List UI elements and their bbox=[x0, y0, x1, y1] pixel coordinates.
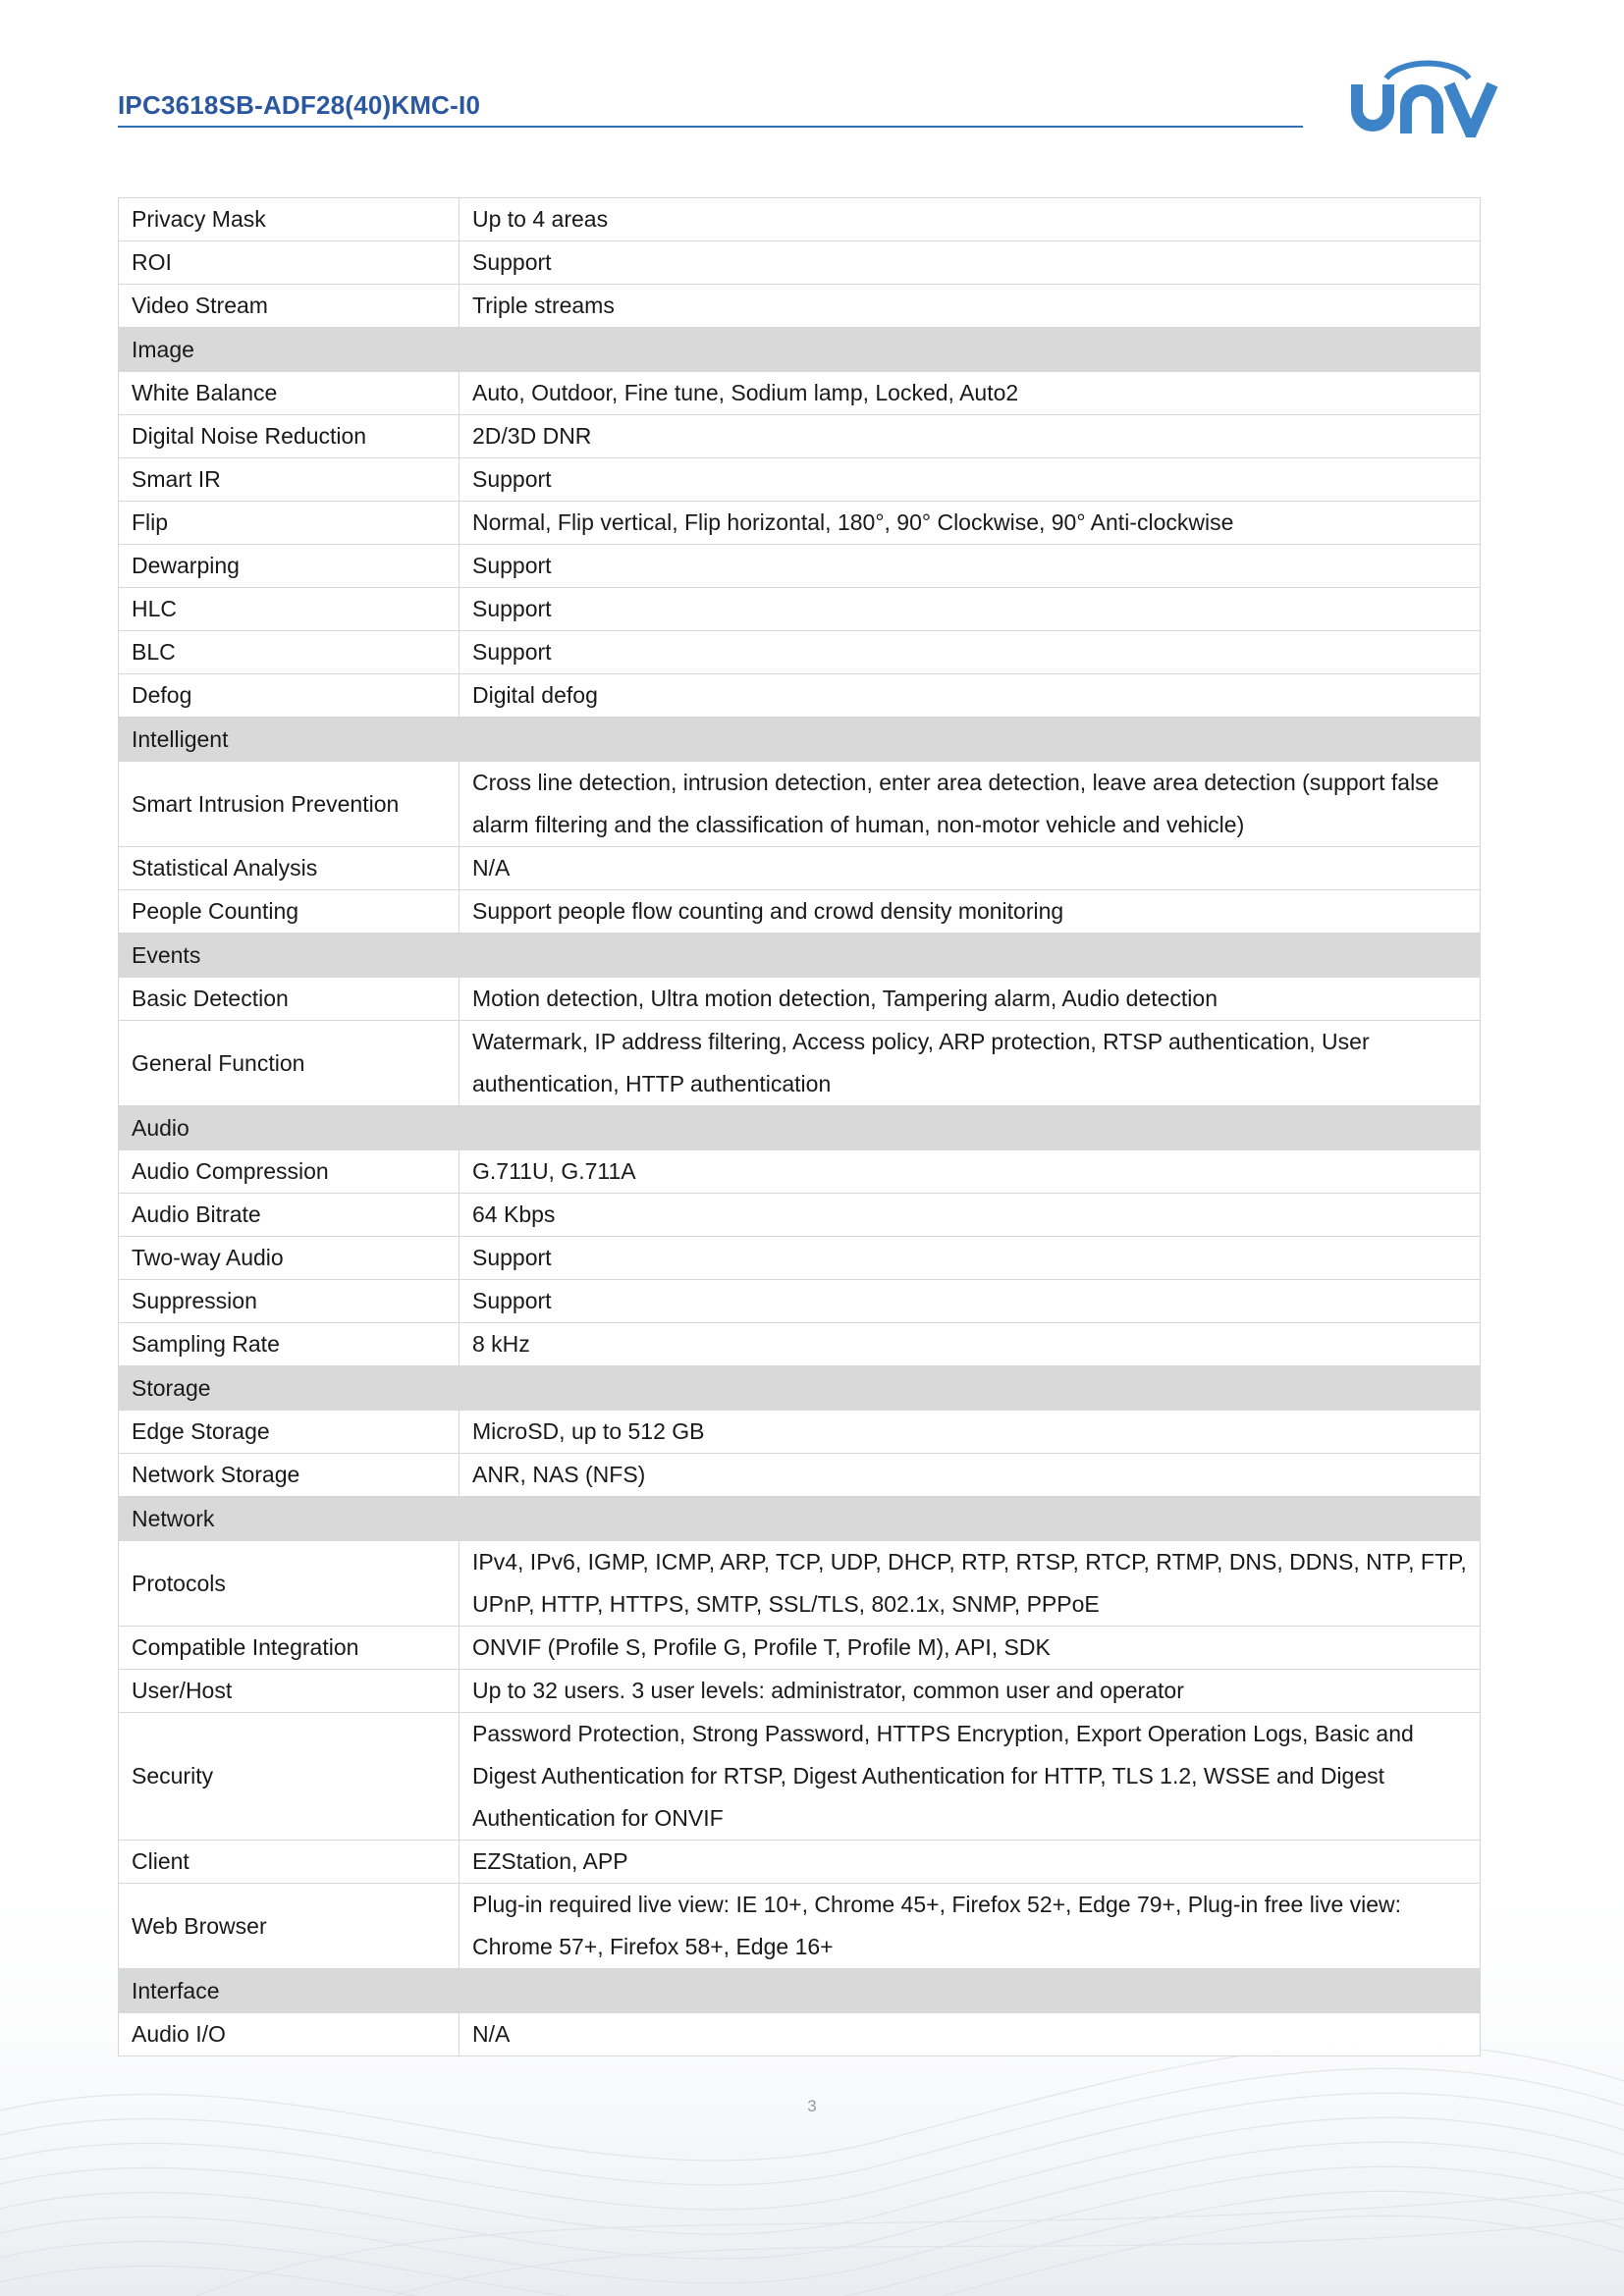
spec-label: People Counting bbox=[119, 890, 460, 934]
spec-row bbox=[119, 1280, 1481, 1323]
spec-value: 2D/3D DNR bbox=[460, 415, 1481, 458]
spec-label: BLC bbox=[119, 631, 460, 674]
section-header-row bbox=[119, 1497, 1481, 1541]
spec-label: Smart Intrusion Prevention bbox=[119, 762, 460, 847]
spec-row bbox=[119, 458, 1481, 502]
spec-value: Support bbox=[460, 545, 1481, 588]
section-title: Interface bbox=[119, 1969, 1481, 2013]
spec-label: Privacy Mask bbox=[119, 198, 460, 241]
spec-value: Watermark, IP address filtering, Access policy, ARP protection, RTSP authentication, User authentication, HTTP authentication bbox=[460, 1021, 1481, 1106]
spec-row bbox=[119, 545, 1481, 588]
spec-row bbox=[119, 978, 1481, 1021]
spec-label: Smart IR bbox=[119, 458, 460, 502]
section-title: Network bbox=[119, 1497, 1481, 1541]
spec-value: IPv4, IPv6, IGMP, ICMP, ARP, TCP, UDP, DHCP, RTP, RTSP, RTCP, RTMP, DNS, DDNS, NTP, FTP, UPnP, HTTP, HTTPS, SMTP, SSL/TLS, 802.1x, SNMP, PPPoE bbox=[460, 1541, 1481, 1627]
spec-value: ONVIF (Profile S, Profile G, Profile T, Profile M), API, SDK bbox=[460, 1627, 1481, 1670]
section-title: Intelligent bbox=[119, 718, 1481, 762]
spec-row bbox=[119, 1021, 1481, 1106]
spec-value: EZStation, APP bbox=[460, 1841, 1481, 1884]
spec-label: Client bbox=[119, 1841, 460, 1884]
spec-value: ANR, NAS (NFS) bbox=[460, 1454, 1481, 1497]
spec-row bbox=[119, 2013, 1481, 2056]
spec-label: Two-way Audio bbox=[119, 1237, 460, 1280]
unv-logo bbox=[1347, 55, 1504, 137]
spec-value: 8 kHz bbox=[460, 1323, 1481, 1366]
spec-row bbox=[119, 631, 1481, 674]
spec-value: Cross line detection, intrusion detection, enter area detection, leave area detection (support false alarm filtering and the classification of human, non-motor vehicle and vehicle) bbox=[460, 762, 1481, 847]
spec-row bbox=[119, 198, 1481, 241]
spec-value: 64 Kbps bbox=[460, 1194, 1481, 1237]
spec-row bbox=[119, 1323, 1481, 1366]
section-header-row bbox=[119, 934, 1481, 978]
section-title: Audio bbox=[119, 1106, 1481, 1150]
spec-value: Support bbox=[460, 241, 1481, 285]
section-header-row bbox=[119, 1969, 1481, 2013]
section-header-row bbox=[119, 328, 1481, 372]
spec-label: Audio I/O bbox=[119, 2013, 460, 2056]
spec-row bbox=[119, 890, 1481, 934]
spec-row bbox=[119, 1194, 1481, 1237]
spec-value: Support bbox=[460, 631, 1481, 674]
spec-row bbox=[119, 415, 1481, 458]
spec-value: Support bbox=[460, 1237, 1481, 1280]
spec-label: Network Storage bbox=[119, 1454, 460, 1497]
spec-table bbox=[118, 197, 1481, 2056]
spec-label: HLC bbox=[119, 588, 460, 631]
spec-label: Defog bbox=[119, 674, 460, 718]
page-number: 3 bbox=[807, 2097, 817, 2115]
spec-label: User/Host bbox=[119, 1670, 460, 1713]
spec-row bbox=[119, 372, 1481, 415]
section-header-row bbox=[119, 718, 1481, 762]
spec-row bbox=[119, 1627, 1481, 1670]
spec-row bbox=[119, 762, 1481, 847]
spec-label: Edge Storage bbox=[119, 1411, 460, 1454]
spec-label: Compatible Integration bbox=[119, 1627, 460, 1670]
header-rule bbox=[118, 126, 1303, 128]
spec-label: Digital Noise Reduction bbox=[119, 415, 460, 458]
spec-value: Up to 32 users. 3 user levels: administrator, common user and operator bbox=[460, 1670, 1481, 1713]
spec-label: Statistical Analysis bbox=[119, 847, 460, 890]
spec-label: Suppression bbox=[119, 1280, 460, 1323]
spec-row bbox=[119, 847, 1481, 890]
section-header-row bbox=[119, 1106, 1481, 1150]
spec-label: Sampling Rate bbox=[119, 1323, 460, 1366]
spec-row bbox=[119, 285, 1481, 328]
spec-value: Plug-in required live view: IE 10+, Chrome 45+, Firefox 52+, Edge 79+, Plug-in free live view: Chrome 57+, Firefox 58+, Edge 16+ bbox=[460, 1884, 1481, 1969]
spec-label: Video Stream bbox=[119, 285, 460, 328]
spec-label: Protocols bbox=[119, 1541, 460, 1627]
spec-label: White Balance bbox=[119, 372, 460, 415]
spec-value: Support bbox=[460, 458, 1481, 502]
page-header bbox=[118, 59, 1306, 128]
spec-row bbox=[119, 1150, 1481, 1194]
spec-row bbox=[119, 1454, 1481, 1497]
spec-label: Audio Bitrate bbox=[119, 1194, 460, 1237]
spec-row bbox=[119, 1713, 1481, 1841]
spec-value: Support bbox=[460, 588, 1481, 631]
section-title: Storage bbox=[119, 1366, 1481, 1411]
spec-value: Motion detection, Ultra motion detection, Tampering alarm, Audio detection bbox=[460, 978, 1481, 1021]
spec-value: Auto, Outdoor, Fine tune, Sodium lamp, Locked, Auto2 bbox=[460, 372, 1481, 415]
section-header-row bbox=[119, 1366, 1481, 1411]
spec-value: Support bbox=[460, 1280, 1481, 1323]
spec-label: Flip bbox=[119, 502, 460, 545]
spec-row bbox=[119, 241, 1481, 285]
spec-label: Security bbox=[119, 1713, 460, 1841]
spec-value: Digital defog bbox=[460, 674, 1481, 718]
spec-value: G.711U, G.711A bbox=[460, 1150, 1481, 1194]
spec-value: N/A bbox=[460, 2013, 1481, 2056]
spec-value: Password Protection, Strong Password, HTTPS Encryption, Export Operation Logs, Basic and Digest Authentication for RTSP, Digest Authentication for HTTP, TLS 1.2, WSSE and Digest Authentication for ONVIF bbox=[460, 1713, 1481, 1841]
spec-row bbox=[119, 502, 1481, 545]
spec-row bbox=[119, 1841, 1481, 1884]
section-title: Events bbox=[119, 934, 1481, 978]
spec-value: Up to 4 areas bbox=[460, 198, 1481, 241]
spec-value: Triple streams bbox=[460, 285, 1481, 328]
spec-label: Audio Compression bbox=[119, 1150, 460, 1194]
spec-row bbox=[119, 1884, 1481, 1969]
spec-value: N/A bbox=[460, 847, 1481, 890]
spec-value: Normal, Flip vertical, Flip horizontal, 180°, 90° Clockwise, 90° Anti-clockwise bbox=[460, 502, 1481, 545]
spec-label: Basic Detection bbox=[119, 978, 460, 1021]
section-title: Image bbox=[119, 328, 1481, 372]
spec-row bbox=[119, 1237, 1481, 1280]
spec-value: Support people flow counting and crowd density monitoring bbox=[460, 890, 1481, 934]
spec-label: Web Browser bbox=[119, 1884, 460, 1969]
spec-row bbox=[119, 1670, 1481, 1713]
spec-label: Dewarping bbox=[119, 545, 460, 588]
spec-label: ROI bbox=[119, 241, 460, 285]
spec-row bbox=[119, 674, 1481, 718]
spec-row bbox=[119, 1411, 1481, 1454]
model-title: IPC3618SB-ADF28(40)KMC-I0 bbox=[118, 90, 481, 120]
spec-value: MicroSD, up to 512 GB bbox=[460, 1411, 1481, 1454]
spec-label: General Function bbox=[119, 1021, 460, 1106]
spec-row bbox=[119, 588, 1481, 631]
spec-row bbox=[119, 1541, 1481, 1627]
